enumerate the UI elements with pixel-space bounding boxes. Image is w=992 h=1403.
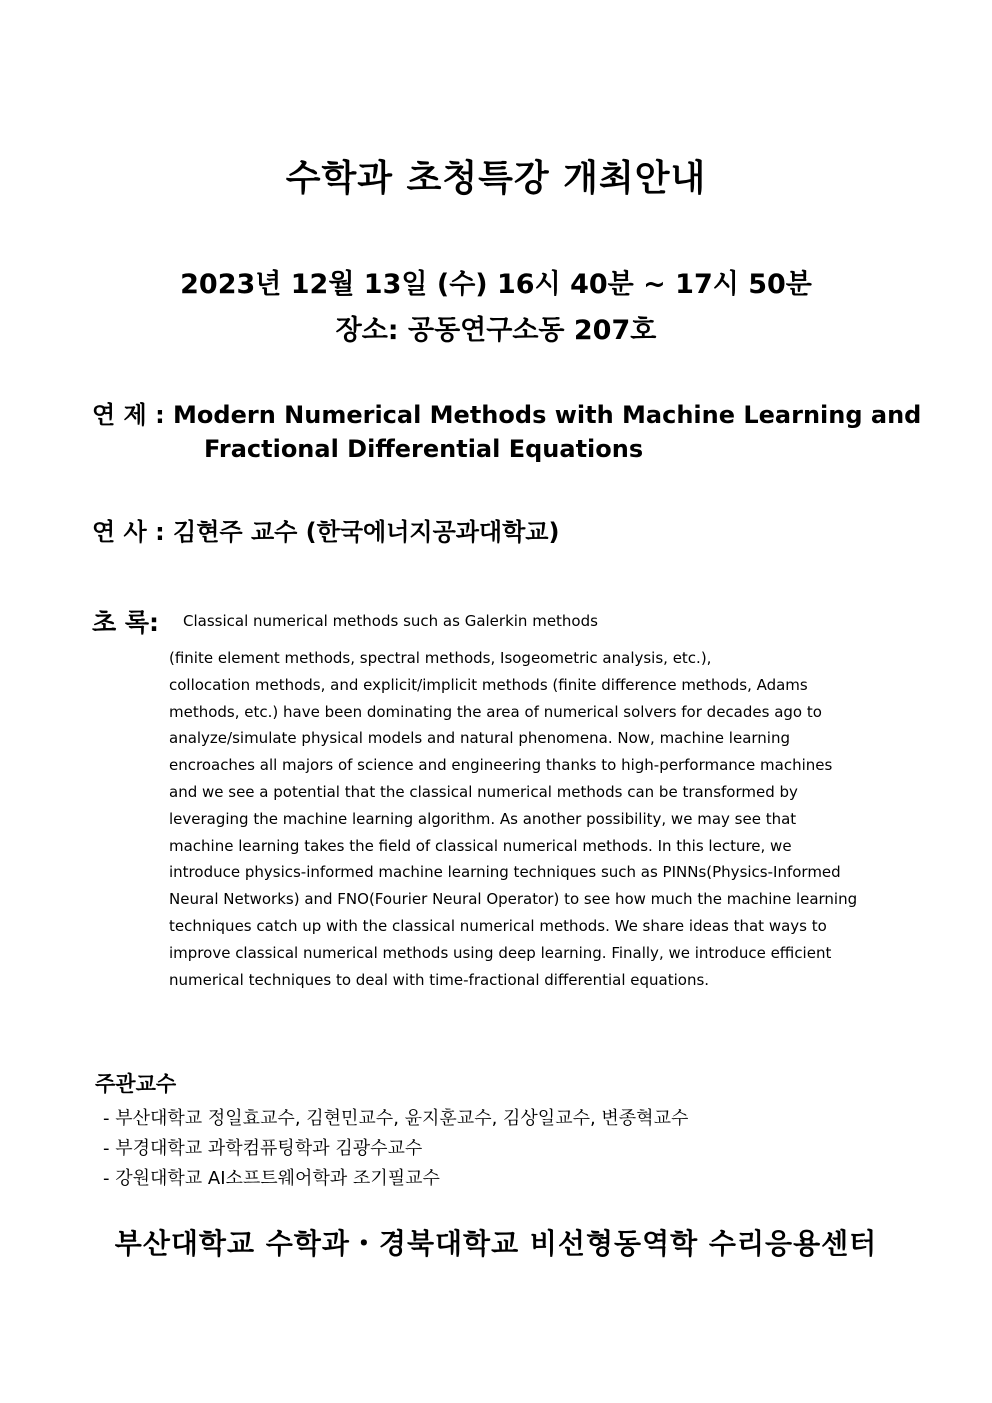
abstract-line: methods, etc.) have been dominating the area of numerical solvers for decades ago to: [169, 702, 822, 721]
topic-title-line1: Modern Numerical Methods with Machine Learning and: [173, 401, 922, 429]
abstract-line: leveraging the machine learning algorithm. As another possibility, we may see that: [169, 809, 797, 828]
abstract-line: and we see a potential that the classical numerical methods can be transformed by: [169, 782, 798, 801]
speaker-name: 김현주 교수 (한국에너지공과대학교): [173, 518, 560, 546]
abstract-first-line: Classical numerical methods such as Galerkin methods: [183, 612, 598, 630]
abstract-line: collocation methods, and explicit/implicit methods (finite difference methods, Adams: [169, 675, 808, 694]
abstract-line: (finite element methods, spectral methods, Isogeometric analysis, etc.),: [169, 649, 712, 667]
abstract-label: 초 록:: [92, 608, 160, 637]
abstract-line: numerical techniques to deal with time-fractional differential equations.: [169, 970, 710, 989]
footer-host: 부산대학교 수학과・경북대학교 비선형동역학 수리응용센터: [114, 1227, 878, 1260]
abstract-line: analyze/simulate physical models and natural phenomena. Now, machine learning: [169, 729, 790, 748]
organizer-item: - 부산대학교 정일효교수, 김현민교수, 윤지훈교수, 김상일교수, 변종혁교수: [103, 1108, 689, 1129]
abstract-line: machine learning takes the field of classical numerical methods. In this lecture, we: [169, 836, 792, 855]
event-datetime: 2023년 12월 13일 (수) 16시 40분 ~ 17시 50분: [180, 269, 812, 300]
topic-row: [92, 395, 921, 430]
organizers-list: [103, 1104, 688, 1194]
abstract-body: [169, 645, 909, 993]
speaker-row: [92, 512, 559, 547]
topic-label: 연 제 :: [92, 401, 165, 429]
organizers-heading: 주관교수: [95, 1072, 177, 1096]
abstract-line: introduce physics-informed machine learning techniques such as PINNs(Physics-Informed: [169, 863, 841, 882]
organizer-item: - 부경대학교 과학컴퓨팅학과 김광수교수: [103, 1138, 423, 1159]
event-venue: 장소: 공동연구소동 207호: [335, 315, 657, 346]
abstract-line: Neural Networks) and FNO(Fourier Neural Operator) to see how much the machine learning: [169, 890, 858, 909]
speaker-label: 연 사 :: [92, 518, 165, 546]
topic-title-line2: Fractional Differential Equations: [204, 435, 644, 463]
page-title: 수학과 초청특강 개최안내: [285, 158, 707, 199]
abstract-line: techniques catch up with the classical numerical methods. We share ideas that ways to: [169, 916, 827, 935]
organizer-item: - 강원대학교 AI소프트웨어학과 조기필교수: [103, 1168, 440, 1189]
abstract-line: encroaches all majors of science and engineering thanks to high-performance machines: [169, 756, 833, 775]
abstract-line: improve classical numerical methods using deep learning. Finally, we introduce efficient: [169, 943, 832, 962]
